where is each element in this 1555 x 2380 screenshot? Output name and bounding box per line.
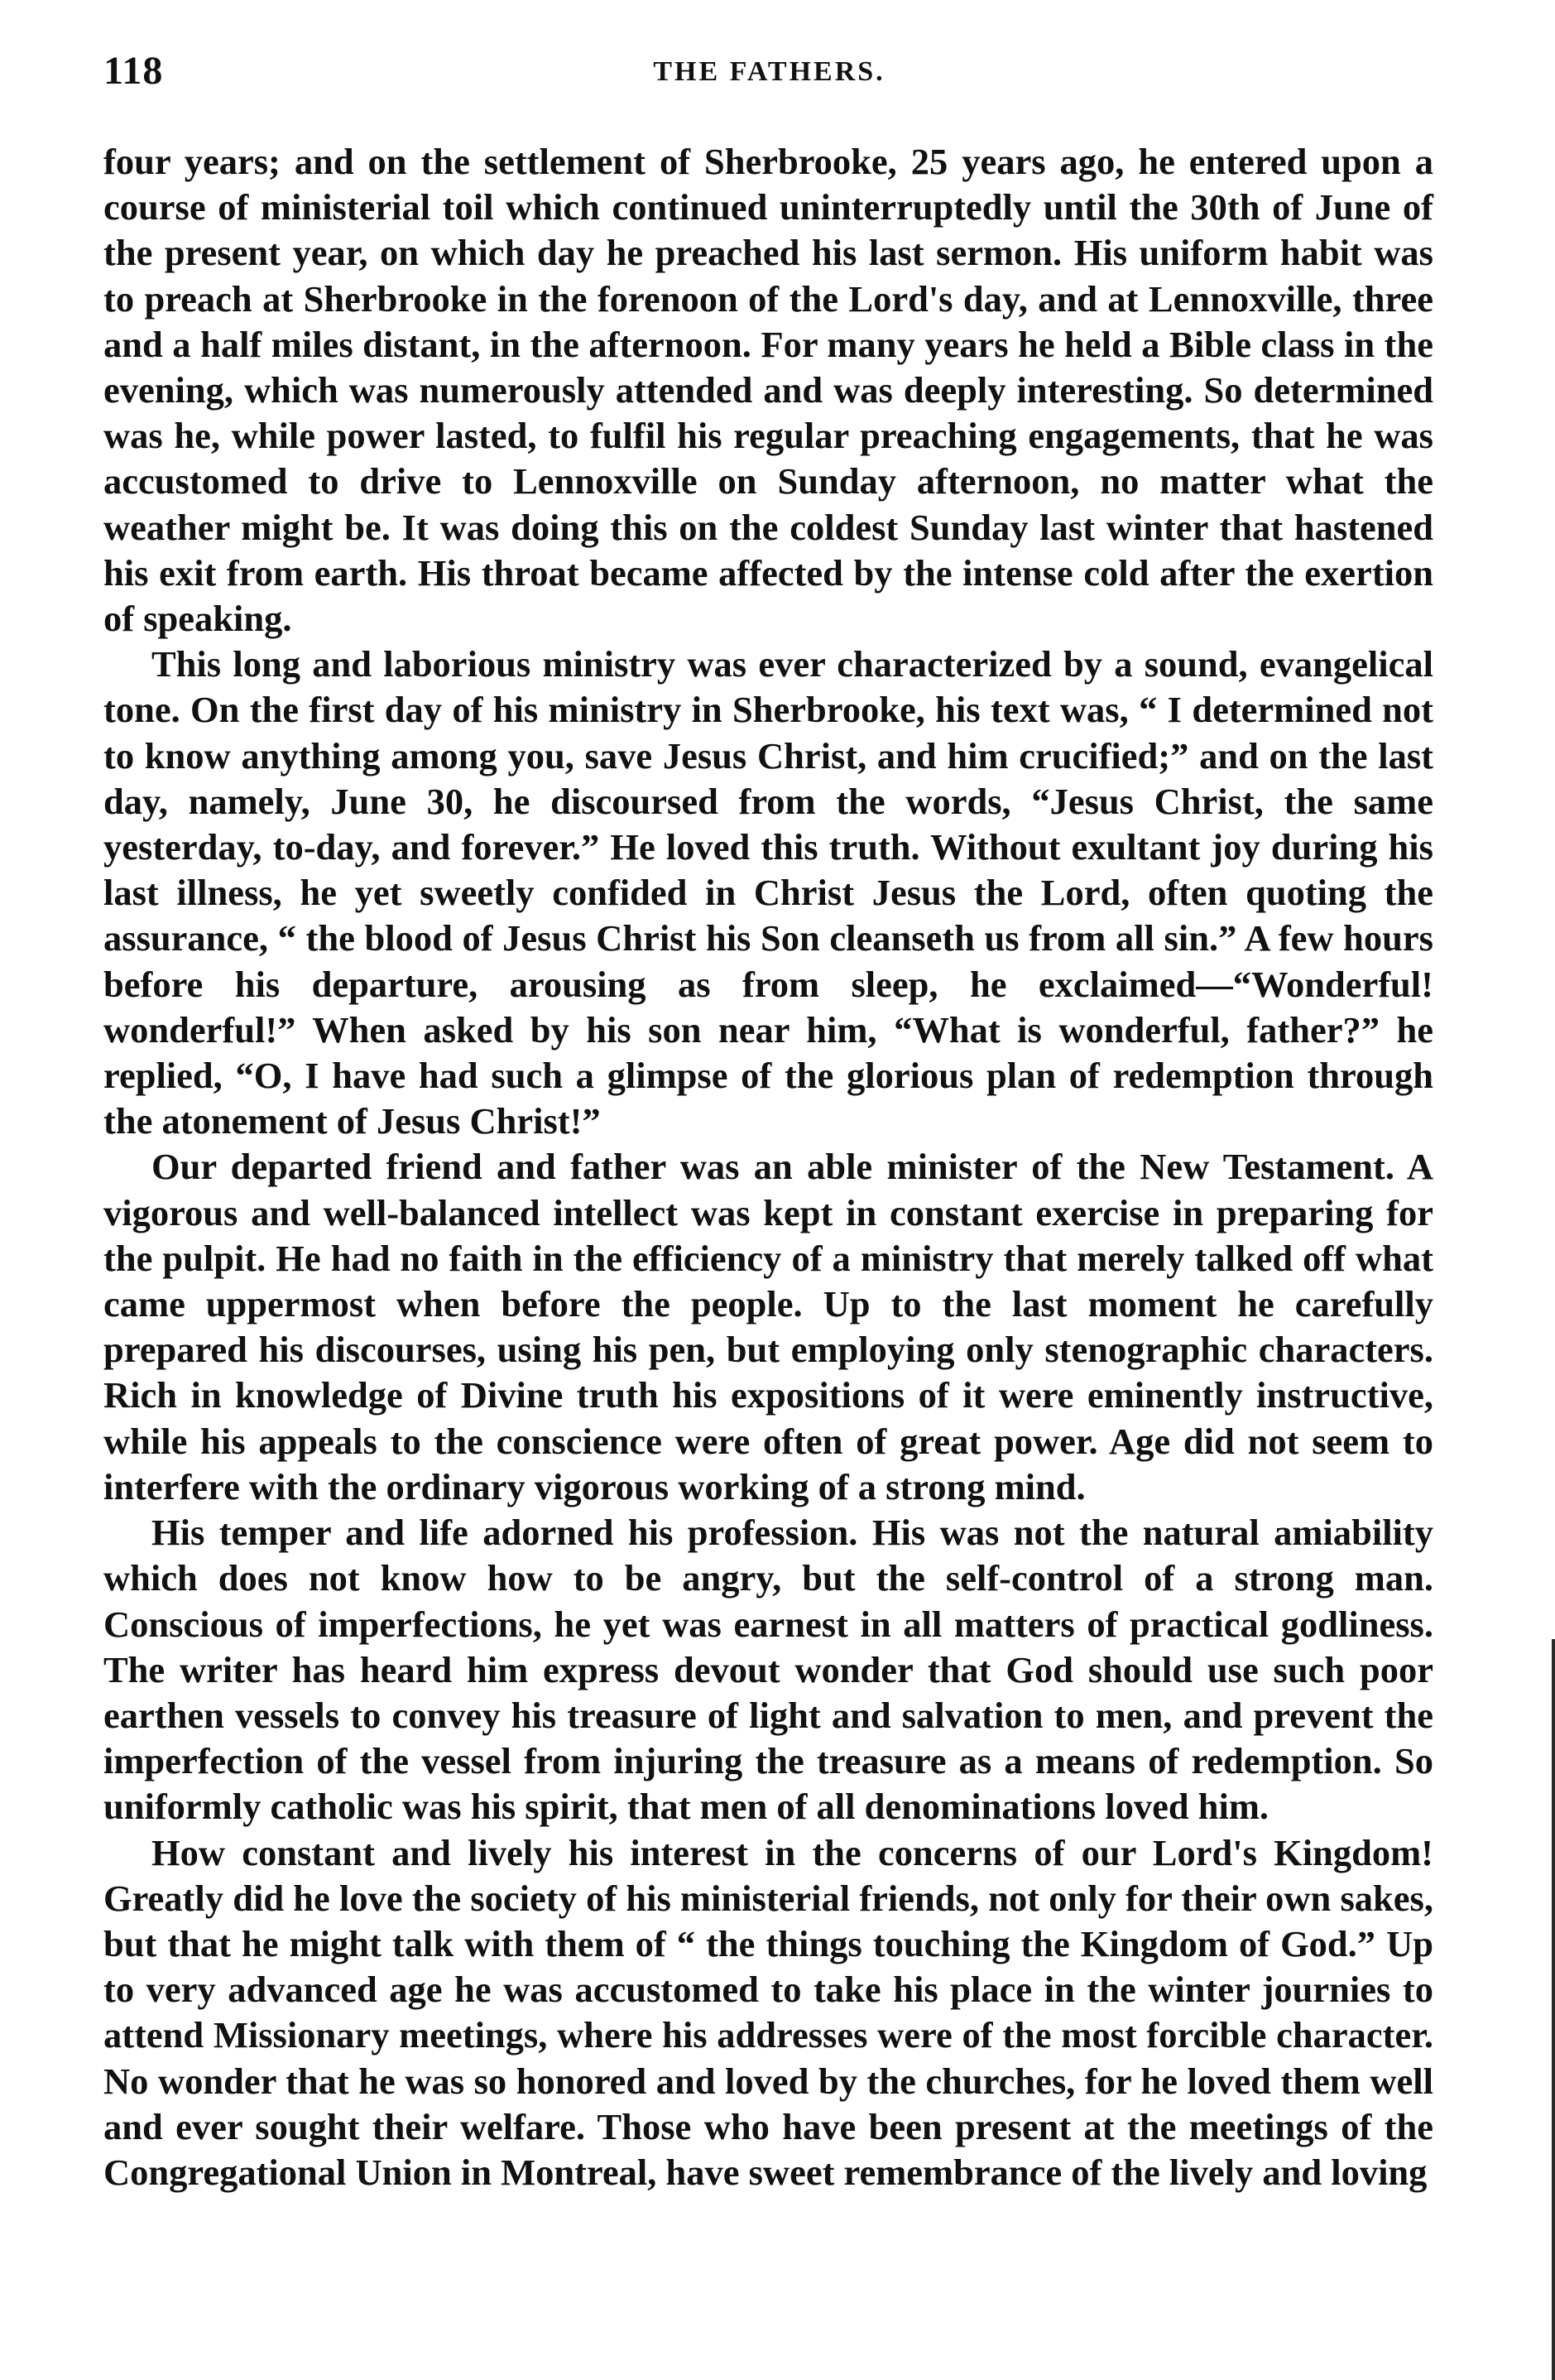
page-number: 118 — [103, 49, 164, 93]
paragraph-temper: His temper and life adorned his profession. His was not the natural amiability which does not know how to be angry, but the self-control of a strong man. Conscious of imperfections, he yet was earnest in all matters of practical godliness. The writer has heard him express devout wonder that God should use such poor earthen vessels to convey his treasure of light and salvation to men, and prevent the imperfection of the vessel from injuring the treasure as a means of redemption. So uniformly catholic was his spirit, that men of all denominations loved him. — [103, 1512, 1433, 1828]
paragraph-interest: How constant and lively his interest in the concerns of our Lord's Kingdom! Greatly did he love the society of his ministerial friends, not only for their own sakes, but that he might talk with them of “ the things touching the Kingdom of God.” Up to very advanced age he was accustomed to take his place in the winter journies to attend Missionary meetings, where his addresses were of the most forcible character. No wonder that he was so honored and loved by the churches, for he loved them well and ever sought their welfare. Those who have been present at the meetings of the Congregational Union in Montreal, have sweet remembrance of the lively and loving — [103, 1831, 1433, 2193]
paragraph-ministry: This long and laborious ministry was ever characterized by a sound, evangelical tone. On the first day of his ministry in Sherbrooke, his text was, “ I determined not to know anything among you, save Jesus Christ, and him crucified;” and on the last day, namely, June 30, he discoursed from the words, “Jesus Christ, the same yesterday, to-day, and forever.” He loved this truth. Without exultant joy during his last illness, he yet sweetly confided in Christ Jesus the Lord, often quoting the assurance, “ the blood of Jesus Christ his Son cleanseth us from all sin.” A few hours before his departure, arousing as from sleep, he exclaimed—“Wonderful! wonderful!” When asked by his son near him, “What is wonderful, father?” he replied, “O, I have had such a glimpse of the glorious plan of redemption through the atonement of Jesus Christ!” — [103, 643, 1433, 1142]
page-edge-shadow — [1552, 1639, 1555, 2380]
paragraph-able-minister: Our departed friend and father was an able minister of the New Testament. A vigorous and well-balanced intellect was kept in constant exercise in preparing for the pulpit. He had no faith in the efficiency of a ministry that merely talked off what came uppermost when before the people. Up to the last moment he carefully prepared his discourses, using his pen, but employing only stenographic characters. Rich in knowledge of Divine truth his expositions of it were eminently instructive, while his appeals to the conscience were often of great power. Age did not seem to interfere with the ordinary vigorous working of a strong mind. — [103, 1146, 1433, 1507]
body-text — [103, 139, 1433, 2195]
running-head — [103, 48, 1435, 98]
running-title: THE FATHERS. — [653, 56, 885, 87]
paragraph-continuation: four years; and on the settlement of Sherbrooke, 25 years ago, he entered upon a course of ministerial toil which continued uninterruptedly until the 30th of June of the present year, on which day he preached his last sermon. His uniform habit was to preach at Sherbrooke in the forenoon of the Lord's day, and at Lennoxville, three and a half miles distant, in the afternoon. For many years he held a Bible class in the evening, which was numerously attended and was deeply interesting. So determined was he, while power lasted, to fulfil his regular preaching engagements, that he was accustomed to drive to Lennoxville on Sunday afternoon, no matter what the weather might be. It was doing this on the coldest Sunday last winter that hastened his exit from earth. His throat became affected by the intense cold after the exertion of speaking. — [103, 141, 1433, 640]
